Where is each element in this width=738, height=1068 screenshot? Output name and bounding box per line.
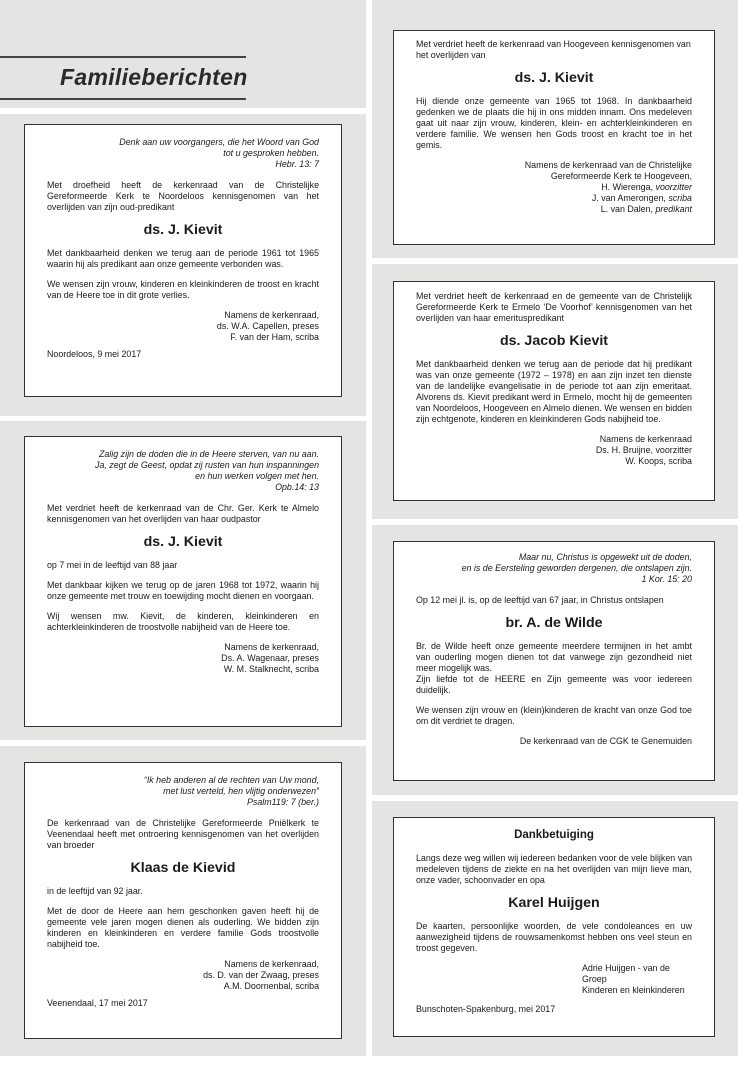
quote-reference: Hebr. 13: 7 — [275, 159, 319, 169]
deceased-name: Klaas de Kievid — [130, 860, 236, 876]
notice-paragraph — [416, 641, 692, 696]
signature-text: L. van Dalen, — [600, 204, 656, 214]
signature-line: Ds. H. Bruijne, voorzitter — [595, 445, 692, 455]
notice-age: in de leeftijd van 92 jaar. — [47, 886, 143, 896]
signature-role: predikant — [655, 204, 692, 214]
signature-line: A.M. Doornenbal, scriba — [223, 981, 319, 991]
notice-ermelo — [393, 281, 715, 501]
signature — [47, 310, 319, 343]
signature-line: Ds. A. Wagenaar, preses — [221, 653, 319, 663]
title-rule-top — [0, 56, 246, 58]
notice-genemuiden — [393, 541, 715, 781]
notice-almelo — [24, 436, 342, 727]
quote-line: tot u gesproken hebben. — [223, 148, 319, 158]
quote-line: Zalig zijn de doden die in de Heere sterven, van nu aan. — [98, 449, 319, 459]
quote-line: Ja, zegt de Geest, opdat zij rusten van hun inspanningen — [95, 460, 319, 470]
notice-veenendaal — [24, 762, 342, 1039]
quote-line: “Ik heb anderen al de rechten van Uw mond, — [143, 775, 319, 785]
quote-line: Maar nu, Christus is opgewekt uit de doden, — [518, 552, 692, 562]
place-date: Noordeloos, 9 mei 2017 — [47, 349, 142, 359]
signature-line: Kinderen en kleinkinderen — [582, 985, 685, 995]
signature-role: scriba — [668, 193, 692, 203]
bible-quote — [47, 449, 319, 493]
notice-hoogeveen — [393, 30, 715, 245]
signature-line: ds. W.A. Capellen, preses — [216, 321, 319, 331]
page-title: Familieberichten — [60, 64, 248, 90]
signature-text: Gereformeerde Kerk te Hoogeveen, — [550, 171, 692, 181]
signature-text: J. van Amerongen, — [591, 193, 669, 203]
signature-line: Namens de kerkenraad, — [224, 642, 319, 652]
panel-left-title — [0, 0, 366, 108]
notice-intro: Met verdriet heeft de kerkenraad van Hoogeveen kennisgenomen van het overlijden van — [416, 39, 691, 60]
signature-text: H. Wierenga, — [601, 182, 656, 192]
notice-intro: Met verdriet heeft de kerkenraad van de Chr. Ger. Kerk te Almelo kennisgenomen van het overlijden van haar oudpastor — [47, 503, 319, 524]
signature-line: Namens de kerkenraad, — [224, 959, 319, 969]
quote-line: en hun werken volgen met hen. — [195, 471, 319, 481]
signature-line: W. M. Stalknecht, scriba — [223, 664, 319, 674]
notice-intro: Met verdriet heeft de kerkenraad en de gemeente van de Christelijk Gereformeerde Kerk te Ermelo ‘De Voorhof’ kennisgenomen van het overlijden van haar emerituspredikant — [416, 291, 692, 323]
quote-reference: 1 Kor. 15: 20 — [641, 574, 692, 584]
signature — [416, 434, 692, 467]
quote-line: en is de Eersteling geworden dergenen, die ontslapen zijn. — [461, 563, 692, 573]
signature — [416, 160, 692, 215]
signature-line: Namens de kerkenraad — [599, 434, 692, 444]
title-rule-bottom — [0, 98, 246, 100]
notice-intro: Langs deze weg willen wij iedereen bedanken voor de vele blijken van medeleven tijdens de ziekte en na het overlijden van mijn lieve man, onze vader, schoonvader en opa — [416, 853, 692, 885]
signature-line: ds. D. van der Zwaag, preses — [203, 970, 319, 980]
place-date: Bunschoten-Spakenburg, mei 2017 — [416, 1004, 556, 1014]
signature-line — [416, 182, 692, 193]
signature-line: W. Koops, scriba — [625, 456, 692, 466]
notice-paragraph: We wensen zijn vrouw en (klein)kinderen de kracht van onze God toe om dit verdriet te dragen. — [416, 705, 692, 726]
notice-intro: De kerkenraad van de Christelijke Gereformeerde Pniëlkerk te Veenendaal heeft met ontroering kennisgenomen van het overlijden van broeder — [47, 818, 319, 850]
notice-dankbetuiging — [393, 817, 715, 1037]
notice-age: op 7 mei in de leeftijd van 88 jaar — [47, 560, 178, 570]
signature-line: Adrie Huijgen - van de Groep — [582, 963, 670, 984]
signature-line — [416, 171, 692, 182]
notice-paragraph: We wensen zijn vrouw, kinderen en kleinkinderen de troost en kracht van de Heere toe in dit grote verlies. — [47, 279, 319, 300]
notice-paragraph: Met dankbaar kijken we terug op de jaren 1968 tot 1972, waarin hij onze gemeente met trouw en toewijding mocht dienen en voorgaan. — [47, 580, 319, 601]
signature-line — [416, 204, 692, 215]
deceased-name: Karel Huijgen — [508, 895, 600, 911]
signature-text: Namens de kerkenraad van de Christelijke — [524, 160, 692, 170]
notice-paragraph: Met de door de Heere aan hem geschonken gaven heeft hij de gemeente vele jaren mogen dienen als ouderling. We bidden zijn kinderen en kleinkinderen en verdere familie Gods troostvolle nabijheid toe. — [47, 906, 319, 949]
deceased-name: br. A. de Wilde — [505, 615, 603, 631]
notice-paragraph: Wij wensen mw. Kievit, de kinderen, kleinkinderen en achterkleinkinderen de troostvolle nabijheid van de Heere toe. — [47, 611, 319, 632]
bible-quote — [47, 137, 319, 170]
signature — [416, 736, 692, 747]
notice-intro: Met droefheid heeft de kerkenraad van de Christelijke Gereformeerde Kerk te Noordeloos kennisgenomen van het overlijden van zijn oud-predikant — [47, 180, 319, 212]
signature — [582, 963, 692, 996]
signature — [47, 642, 319, 675]
quote-reference: Opb.14: 13 — [275, 482, 319, 492]
bible-quote — [47, 775, 319, 808]
notice-intro: Op 12 mei jl. is, op de leeftijd van 67 jaar, in Christus ontslapen — [416, 595, 664, 605]
deceased-name: ds. Jacob Kievit — [499, 333, 609, 349]
deceased-name: ds. J. Kievit — [143, 222, 223, 238]
signature-line: De kerkenraad van de CGK te Genemuiden — [519, 736, 692, 746]
quote-line: Denk aan uw voorgangers, die het Woord van God — [119, 137, 319, 147]
notice-paragraph: De kaarten, persoonlijke woorden, de vele condoleances en uw aanwezigheid tijdens de rouwsamenkomst hebben ons veel steun en troost gegeven. — [416, 921, 692, 953]
signature-line — [416, 193, 692, 204]
deceased-name: ds. J. Kievit — [514, 70, 594, 86]
signature — [47, 959, 319, 992]
quote-reference: Psalm119: 7 (ber.) — [246, 797, 319, 807]
signature-line — [416, 160, 692, 171]
quote-line: met lust verteld, hen vlijtig onderwezen” — [163, 786, 319, 796]
signature-role: voorzitter — [655, 182, 692, 192]
signature-line: Namens de kerkenraad, — [224, 310, 319, 320]
notice-heading: Dankbetuiging — [514, 829, 594, 841]
signature-line: F. van der Ham, scriba — [230, 332, 319, 342]
place-date: Veenendaal, 17 mei 2017 — [47, 998, 148, 1008]
bible-quote — [416, 552, 692, 585]
notice-noordeloos — [24, 124, 342, 397]
notice-paragraph: Met dankbaarheid denken we terug aan de periode 1961 tot 1965 waarin hij als predikant aan onze gemeente verbonden was. — [47, 248, 319, 269]
notice-paragraph: Met dankbaarheid denken we terug aan de periode dat hij predikant was van onze gemeente (1972 – 1978) en aan zijn inzet ten dienste van de landelijke evangelisatie in de periode tot aan zijn emeritaat. Alvorens ds. Kievit predikant werd in Ermelo, mocht hij de gemeenten van Noordeloos, Hoogeveen en Almelo dienen. We wensen en bidden zijn echtgenote, kinderen en kleinkinderen Gods nabijheid toe. — [416, 359, 692, 424]
notice-paragraph: Hij diende onze gemeente van 1965 tot 1968. In dankbaarheid gedenken we de plaats die hij in ons midden innam. Ons medeleven gaat uit naar zijn vrouw, kinderen, klein- en achterkleinkinderen en verdere familie. We wensen hen Gods troost en kracht toe in het gemis. — [416, 96, 692, 150]
deceased-name: ds. J. Kievit — [143, 534, 223, 550]
notice-sentence: Zijn liefde tot de HEERE en Zijn gemeente was voor iedereen duidelijk. — [416, 674, 692, 695]
notice-sentence: Br. de Wilde heeft onze gemeente meerdere termijnen in het ambt van ouderling mogen dienen tot dat vanwege zijn gezondheid niet meer mogelijk was. — [416, 641, 692, 673]
